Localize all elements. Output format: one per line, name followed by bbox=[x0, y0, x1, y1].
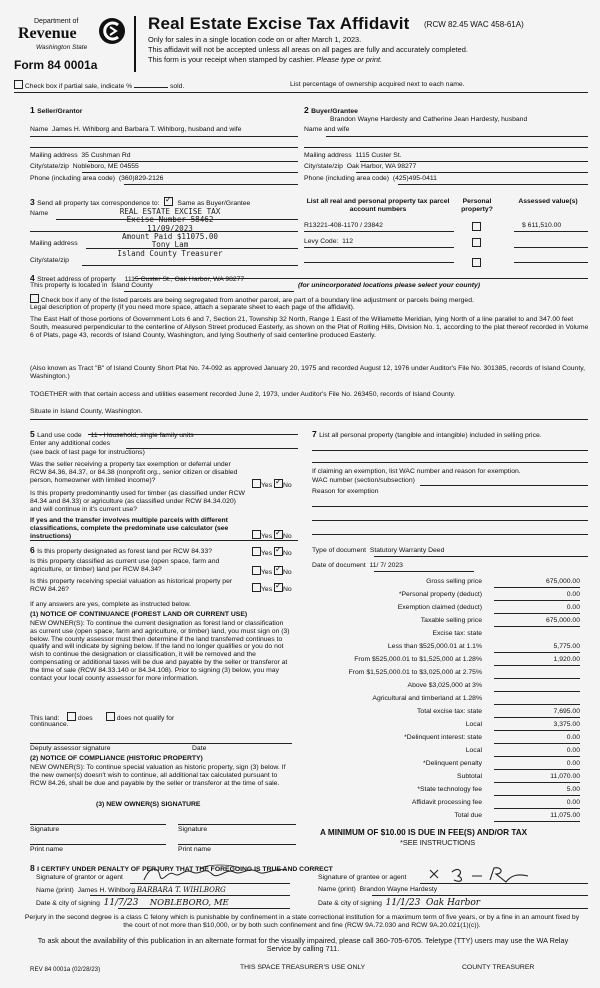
form-title: Real Estate Excise Tax Affidavit bbox=[148, 14, 410, 33]
calc-affidavit-fee bbox=[300, 799, 590, 811]
personal-property-checkbox-2[interactable] bbox=[472, 238, 481, 247]
section-6-number: 6 bbox=[30, 545, 38, 555]
county-treasurer-label: COUNTY TREASURER bbox=[462, 964, 535, 971]
county-rule bbox=[124, 291, 294, 292]
parcel-col3-header: Assessed value(s) bbox=[518, 198, 578, 205]
notice-continuance-title: (1) NOTICE OF CONTINUANCE (FOREST LAND OR CURRENT USE) bbox=[30, 611, 248, 618]
personal-property-checkbox-3[interactable] bbox=[472, 258, 481, 267]
dept-line2: Revenue bbox=[18, 25, 77, 42]
stamp-line2: Excise Number 58462 bbox=[126, 215, 214, 225]
calc-gross-value[interactable]: 675,000.00 bbox=[494, 578, 580, 588]
grantee-date-value[interactable]: 11/1/23 bbox=[385, 898, 421, 908]
calc-tier1-label: Less than $525,000.01 at 1.1% bbox=[387, 643, 482, 650]
current-use-no-checkbox[interactable] bbox=[274, 566, 283, 575]
calc-ag-value[interactable] bbox=[494, 695, 580, 705]
seller-phone-label: Phone (including area code) bbox=[30, 175, 116, 182]
grantor-sig-label: Signature of grantor or agent bbox=[36, 874, 123, 881]
buyer-name-row bbox=[304, 126, 349, 134]
timber-question: Is this property predominantly used for timber (as classified under RCW 84.34 and 84.33) or agriculture (as classified under RCW 84.34.020) and will continue in it's current use? bbox=[30, 490, 245, 513]
grantor-print-rule bbox=[90, 895, 290, 896]
calc-ag bbox=[300, 695, 590, 707]
timber-no-checkbox[interactable] bbox=[274, 530, 283, 539]
property-address-label: Street address of property bbox=[37, 276, 116, 283]
reason-rule2 bbox=[312, 520, 588, 521]
buyer-mailing-label: Mailing address bbox=[304, 152, 352, 159]
calc-total-due-value[interactable]: 11,075.00 bbox=[494, 812, 580, 822]
form-number: Form 84 0001a bbox=[14, 58, 98, 72]
historic-question: Is this property receiving special valuation as historical property per RCW 84.26? bbox=[30, 578, 233, 593]
seller-phone-rule bbox=[124, 184, 298, 185]
buyer-phone-row bbox=[304, 175, 437, 183]
current-use-no-label: No bbox=[282, 569, 292, 576]
header-sub1: Only for sales in a single location code on or after March 1, 2023. bbox=[148, 35, 362, 44]
revision-number: REV 84 0001a (02/28/23) bbox=[30, 966, 101, 973]
levy-label: Levy Code: bbox=[304, 238, 339, 245]
calc-tier1-value[interactable]: 5,775.00 bbox=[494, 643, 580, 653]
calc-exemption bbox=[300, 604, 590, 616]
current-use-yes-checkbox[interactable] bbox=[252, 566, 261, 575]
calc-gross-label: Gross selling price bbox=[426, 578, 482, 585]
deputy-sig-rule bbox=[30, 743, 292, 744]
seller-name-label: Name bbox=[30, 126, 49, 133]
exemption-yes-label: Yes bbox=[261, 482, 273, 489]
timber-yes-checkbox[interactable] bbox=[252, 530, 261, 539]
timber-yes-label: Yes bbox=[261, 533, 273, 540]
grantor-date-rule bbox=[118, 908, 290, 909]
calc-total-state-value[interactable]: 7,695.00 bbox=[494, 708, 580, 718]
seller-mailing-rule bbox=[88, 161, 298, 162]
historic-answer bbox=[252, 583, 292, 594]
seller-mailing-row bbox=[30, 152, 131, 160]
forest-question-text: Is this property designated as forest land per RCW 84.33? bbox=[37, 548, 213, 555]
stamp-line1: REAL ESTATE EXCISE TAX bbox=[119, 207, 221, 216]
calc-tier3 bbox=[300, 669, 590, 681]
buyer-heading-text: Buyer/Grantee bbox=[311, 108, 358, 115]
grantor-print-value-2[interactable]: BARBARA T. WIHLBORG bbox=[136, 886, 226, 894]
stamp-line5: Tony Lam bbox=[151, 240, 189, 250]
stamp-line4: Amount Paid $11075.00 bbox=[121, 232, 218, 242]
seller-name-rule bbox=[30, 136, 298, 137]
section-1-number: 1 bbox=[30, 105, 38, 115]
new-owner-sig-heading: (3) NEW OWNER(S) SIGNATURE bbox=[96, 801, 201, 808]
calc-local bbox=[300, 721, 590, 733]
forest-no-checkbox[interactable] bbox=[274, 547, 283, 556]
seller-name-row bbox=[30, 126, 296, 134]
calc-tier4-value[interactable] bbox=[494, 682, 580, 692]
doc-date-label: Date of document bbox=[312, 562, 366, 569]
parcel-rule-1a bbox=[304, 231, 454, 232]
dept-line1: Department of bbox=[34, 18, 79, 25]
calc-total-state-label: Total excise tax: state bbox=[417, 708, 482, 715]
header-sub2: This affidavit will not be accepted unless all areas on all pages are fully and accurately completed. bbox=[148, 45, 468, 54]
current-use-answer bbox=[252, 566, 292, 577]
forest-answer bbox=[252, 547, 292, 558]
exemption-answer bbox=[252, 479, 292, 490]
levy-code[interactable]: 112 bbox=[342, 238, 354, 245]
grantee-date-row bbox=[318, 898, 480, 908]
calc-exemption-value[interactable]: 0.00 bbox=[494, 604, 580, 614]
calc-tier4 bbox=[300, 682, 590, 694]
calc-local-label: Local bbox=[465, 721, 482, 728]
header-divider bbox=[134, 16, 136, 72]
same-as-buyer-checkbox[interactable] bbox=[164, 197, 173, 206]
doc-type-rule bbox=[374, 556, 588, 557]
deputy-sig-label: Deputy assessor signature bbox=[30, 745, 111, 752]
ownership-note: List percentage of ownership acquired next to each name. bbox=[290, 81, 465, 88]
parcel-col2-header: Personal property? bbox=[461, 198, 493, 213]
calc-affidavit-fee-label: Affidavit processing fee bbox=[411, 799, 482, 806]
section7-heading bbox=[312, 424, 588, 442]
calc-tech-fee-value[interactable]: 5.00 bbox=[494, 786, 580, 796]
deputy-date-label: Date bbox=[192, 745, 207, 752]
property-address-rule bbox=[134, 278, 588, 279]
personal-property-checkbox-1[interactable] bbox=[472, 222, 481, 231]
calc-tier1 bbox=[300, 643, 590, 655]
reason-rule3 bbox=[312, 534, 588, 535]
buyer-mailing-value[interactable]: 1115 Custer St. bbox=[355, 152, 402, 159]
owner-print-rule-2 bbox=[178, 844, 296, 845]
doc-type-row bbox=[312, 547, 444, 555]
buyer-name-rule2 bbox=[304, 147, 588, 148]
county-label: This property is located in bbox=[30, 282, 108, 289]
grantee-print-rule bbox=[372, 895, 588, 896]
doc-date-value[interactable]: 11/ 7/ 2023 bbox=[369, 562, 403, 569]
seller-city-row bbox=[30, 163, 139, 171]
exemption-question: Was the seller receiving a property tax exemption or deferral under RCW 84.36, 84.37, or 84.38 (nonprofit org., senior citizen or disabled person, homeowner with limited income)? bbox=[30, 461, 238, 484]
county-row bbox=[30, 282, 590, 290]
parcel-rule-1b bbox=[514, 231, 588, 232]
calc-delinquent-penalty-label: *Delinquent penalty bbox=[423, 760, 482, 767]
calc-subtotal bbox=[300, 773, 590, 785]
calc-excise-state-label: Excise tax: state bbox=[432, 630, 482, 637]
partial-sale-checkbox[interactable] bbox=[14, 80, 23, 89]
buyer-name-line1[interactable]: Brandon Wayne Hardesty and Catherine Jean Hardesty, husband bbox=[330, 116, 528, 123]
calc-taxable-label: Taxable selling price bbox=[420, 617, 482, 624]
owner-print-rule-1 bbox=[30, 844, 166, 845]
buyer-mailing-rule bbox=[360, 161, 588, 162]
calc-subtotal-label: Subtotal bbox=[457, 773, 482, 780]
calc-affidavit-fee-value[interactable]: 0.00 bbox=[494, 799, 580, 809]
calc-delinquent-state-value[interactable]: 0.00 bbox=[494, 734, 580, 744]
header-sub3 bbox=[148, 56, 382, 65]
form-statute: (RCW 82.45 WAC 458-61A) bbox=[424, 20, 524, 29]
doc-type-label: Type of document bbox=[312, 547, 367, 554]
calc-total-state bbox=[300, 708, 590, 720]
grantee-signature-icon bbox=[424, 864, 534, 884]
stamp-line3: 11/09/2023 bbox=[147, 223, 193, 233]
this-land-label: This land: bbox=[30, 715, 60, 722]
grantor-city-value[interactable]: NOBLEBORO, ME bbox=[149, 898, 229, 908]
owner-sig-rule-2 bbox=[178, 824, 296, 825]
tax-corr-city-label: City/state/zip bbox=[30, 257, 69, 264]
forest-question bbox=[30, 546, 250, 556]
seller-phone-row bbox=[30, 175, 163, 183]
buyer-city-value[interactable]: Oak Harbor, WA 98277 bbox=[346, 163, 417, 170]
calc-delinquent-state bbox=[300, 734, 590, 746]
seller-name-value[interactable]: James H. Wihlborg and Barbara T. Wihlborg, husband and wife bbox=[51, 126, 242, 133]
property-address-value[interactable]: 1115 Custer St., Oak Harbor, WA 98277 bbox=[124, 276, 245, 283]
does-not-checkbox[interactable] bbox=[106, 712, 115, 721]
continuance-label: continuance. bbox=[30, 721, 69, 728]
calc-personal-value[interactable]: 0.00 bbox=[494, 591, 580, 601]
section5-bottom-rule bbox=[30, 540, 298, 541]
land-use-rule bbox=[88, 434, 298, 435]
grantor-date-value[interactable]: 11/7/23 bbox=[103, 898, 139, 908]
dept-line3: Washington State bbox=[36, 44, 88, 51]
buyer-name-line2[interactable]: and wife bbox=[324, 126, 350, 133]
parcel-rule-3b bbox=[514, 262, 588, 263]
owner-sig-rule-1 bbox=[30, 824, 166, 825]
accessibility-notice: To ask about the availability of this publication in an alternate format for the visually impaired, please call 360-705-6705. Teletype (TTY) users may use the WA Relay Service by calling 711. bbox=[37, 936, 569, 954]
grantor-date-label: Date & city of signing bbox=[36, 900, 100, 907]
seller-city-rule bbox=[82, 172, 298, 173]
grantor-sig-rule bbox=[130, 883, 290, 884]
sold-label: sold. bbox=[169, 83, 185, 90]
legal-bottom-rule bbox=[30, 419, 588, 420]
see-instructions: *SEE INSTRUCTIONS bbox=[400, 838, 476, 847]
if-yes-note: If any answers are yes, complete as instructed below. bbox=[30, 601, 191, 608]
forest-no-label: No bbox=[282, 550, 292, 557]
grantee-print-value[interactable]: Brandon Wayne Hardesty bbox=[359, 886, 438, 893]
current-use-question: Is this property classified as current use (open space, farm and agriculture, or timber) land per RCW 84.34? bbox=[30, 558, 220, 573]
does-label: does bbox=[77, 715, 93, 722]
header-bottom-rule bbox=[14, 92, 588, 93]
exemption-no-checkbox[interactable] bbox=[274, 479, 283, 488]
dor-logo bbox=[14, 14, 128, 56]
tax-corr-heading-text: Send all property tax correspondence to: bbox=[37, 200, 160, 207]
county-value[interactable]: Island County bbox=[111, 282, 153, 289]
seller-mailing-label: Mailing address bbox=[30, 152, 78, 159]
doc-date-rule bbox=[374, 571, 474, 572]
buyer-phone-value[interactable]: (425)495-0411 bbox=[392, 175, 437, 182]
certify-heading-text: I CERTIFY UNDER PENALTY OF PERJURY THAT THE FOREGOING IS TRUE AND CORRECT bbox=[37, 866, 333, 873]
wa-logo-icon bbox=[98, 17, 126, 45]
section7-rule2 bbox=[312, 462, 588, 463]
reason-rule1 bbox=[312, 506, 588, 507]
buyer-name-label: Name bbox=[304, 126, 323, 133]
partial-sale-label: Check box if partial sale, indicate % bbox=[24, 83, 133, 90]
current-use-yes-label: Yes bbox=[261, 569, 273, 576]
grantor-sig-row bbox=[36, 874, 123, 882]
notice-compliance-title: (2) NOTICE OF COMPLIANCE (HISTORIC PROPERTY) bbox=[30, 755, 203, 762]
owner-print-label-2: Print name bbox=[178, 846, 211, 853]
seller-city-label: City/state/zip bbox=[30, 163, 69, 170]
grantee-sig-rule bbox=[420, 883, 588, 884]
parcel-row-2 bbox=[304, 238, 588, 246]
calc-tier3-value[interactable] bbox=[494, 669, 580, 679]
header-sub3-text: This form is your receipt when stamped by cashier. bbox=[148, 55, 315, 64]
assessed-value-1[interactable]: $ 611,510.00 bbox=[522, 222, 562, 229]
wac-rule bbox=[420, 485, 588, 486]
treasurer-stamp bbox=[90, 208, 250, 258]
section-4-number: 4 bbox=[30, 273, 38, 283]
forest-yes-label: Yes bbox=[261, 550, 273, 557]
section-8-number: 8 bbox=[30, 863, 38, 873]
reason-label: Reason for exemption bbox=[312, 488, 379, 495]
notice-compliance-text: NEW OWNER(S): To continue special valuation as historic property, sign (3) below. If the new owner(s) doesn't wish to continue, all additional tax calculated pursuant to RCW 84.26, shall be due and payable by the seller or transferor at the time of sale. bbox=[30, 764, 286, 787]
header-sub3-italic: Please type or print. bbox=[316, 55, 383, 64]
tax-corr-mailing-label: Mailing address bbox=[30, 240, 78, 247]
grantee-date-label: Date & city of signing bbox=[318, 900, 382, 907]
buyer-city-label: City/state/zip bbox=[304, 163, 343, 170]
calc-tier2-value[interactable]: 1,920.00 bbox=[494, 656, 580, 666]
land-use-label: Land use code bbox=[37, 432, 82, 439]
parcel-number-1[interactable]: R13221-408-1170 / 23842 bbox=[304, 222, 383, 229]
section-2-number: 2 bbox=[304, 105, 312, 115]
grantee-date-rule bbox=[400, 908, 588, 909]
additional-codes-1: Enter any additional codes bbox=[30, 440, 111, 447]
unincorporated-note: (for unincorporated locations please select your county) bbox=[298, 282, 481, 289]
buyer-name-rule bbox=[326, 136, 588, 137]
parcel-col1-header: List all real and personal property tax parcel account numbers bbox=[306, 198, 450, 213]
calc-tier2 bbox=[300, 656, 590, 668]
section-7-number: 7 bbox=[312, 429, 320, 439]
legal-description-1[interactable]: The East Half of those portions of Government Lots 6 and 7, Section 21, Township 32 North, Range 1 East of the Willamette Meridian, lying North of a line parallel to and 347.00 feet South, measured perpendicular to the centerline of Allyson Street produced Easterly, as shown on the Plat of Rolling Hills, Division No. 1, according to the plat thereof recorded in Volume 6 of Plats, page 43, records of Island County, Washington, and lying Southerly of said centerline produced Easterly. bbox=[30, 316, 589, 339]
legal-heading: Legal description of property (if you need more space, attach a separate sheet to each page of the affidavit). bbox=[30, 304, 355, 311]
calc-local-value[interactable]: 3,375.00 bbox=[494, 721, 580, 731]
calc-personal bbox=[300, 591, 590, 603]
exemption-instruction: If claiming an exemption, list WAC number and reason for exemption. bbox=[312, 468, 521, 475]
buyer-city-rule bbox=[356, 172, 588, 173]
section7-rule1 bbox=[312, 450, 588, 451]
calc-subtotal-value[interactable]: 11,070.00 bbox=[494, 773, 580, 783]
doc-type-value[interactable]: Statutory Warranty Deed bbox=[369, 547, 445, 554]
owner-print-label-1: Print name bbox=[30, 846, 63, 853]
calc-taxable-value[interactable]: 675,000.00 bbox=[494, 617, 580, 627]
tax-corr-city-rule bbox=[82, 265, 298, 266]
legal-description-4[interactable]: Situate in Island County, Washington. bbox=[30, 408, 143, 415]
treasurer-use-note: THIS SPACE TREASURER'S USE ONLY bbox=[240, 964, 366, 971]
exemption-yes-checkbox[interactable] bbox=[252, 479, 261, 488]
additional-codes-2: (see back of last page for instructions) bbox=[30, 449, 145, 456]
section7-heading-text: List all personal property (tangible and intangible) included in selling price. bbox=[319, 432, 542, 439]
grantee-sig-row bbox=[318, 874, 406, 882]
does-not-label: does not qualify for bbox=[116, 715, 175, 722]
partial-sale-percent[interactable] bbox=[134, 87, 168, 88]
calc-local2-value[interactable]: 0.00 bbox=[494, 747, 580, 757]
calc-gross bbox=[300, 578, 590, 590]
calc-tech-fee bbox=[300, 786, 590, 798]
calc-exemption-label: Exemption claimed (deduct) bbox=[397, 604, 482, 611]
section-3-number: 3 bbox=[30, 197, 38, 207]
seller-heading-text: Seller/Grantor bbox=[37, 108, 83, 115]
legal-description-2[interactable]: (Also known as Tract "B" of Island County Short Plat No. 74-092 as approved January 20, 1975 and recorded August 12, 1976 under Auditor's File No. 301385, records of Island County, Washington.) bbox=[30, 365, 585, 380]
perjury-notice: Perjury in the second degree is a class C felony which is punishable by confinement in a state correctional institution for a maximum term of five years, or by a fine in an amount fixed by the court of not more than $10,000, or by both such confinement and fine (RCW 9A.72.030 and RCW 9A.20.021(1)(c)). bbox=[24, 914, 580, 929]
grantee-sig-label: Signature of grantee or agent bbox=[318, 874, 407, 881]
minimum-due-note: A MINIMUM OF $10.00 IS DUE IN FEE(S) AND/OR TAX bbox=[320, 828, 528, 837]
notice-continuance-text: NEW OWNER(S): To continue the current designation as forest land or classification as current use (open space, farm and agriculture, or timber) land, you must sign on (3) below. The county assessor must then determine if the land transferred continues to qualify and will indicate by signing below. If the land no longer qualifies or you do not wish to continue the designation or classification, it will be removed and the compensating or additional taxes will be due and payable by the seller or transferor at the time of sale (RCW 84.33.140 or 84.34.108). Prior to signing (3) below, you may contact your local county assessor for more information. bbox=[30, 620, 290, 682]
historic-yes-checkbox[interactable] bbox=[252, 583, 261, 592]
grantee-print-row bbox=[318, 886, 437, 894]
calc-tech-fee-label: *State technology fee bbox=[417, 786, 482, 793]
parcel-rule-3a bbox=[304, 262, 454, 263]
buyer-city-row bbox=[304, 163, 416, 171]
seller-phone-value[interactable]: (360)829-2126 bbox=[118, 175, 164, 182]
land-use-value[interactable]: 11 - Household, single family units bbox=[90, 432, 194, 439]
calc-delinquent-penalty-value[interactable]: 0.00 bbox=[494, 760, 580, 770]
calc-delinquent-penalty bbox=[300, 760, 590, 772]
timber-question-bold: If yes and the transfer involves multiple parcels with different classifications, complete the predominate use calculator (see instructions) bbox=[30, 517, 229, 540]
calc-total-due bbox=[300, 812, 590, 824]
grantee-print-label: Name (print) bbox=[318, 886, 356, 893]
seller-mailing-value[interactable]: 35 Cushman Rd bbox=[81, 152, 131, 159]
section-5-number: 5 bbox=[30, 429, 38, 439]
calc-total-due-label: Total due bbox=[454, 812, 482, 819]
seller-heading bbox=[30, 100, 82, 118]
calc-tier4-label: Above $3,025,000 at 3% bbox=[407, 682, 482, 689]
calc-taxable bbox=[300, 617, 590, 629]
historic-no-checkbox[interactable] bbox=[274, 583, 283, 592]
forest-yes-checkbox[interactable] bbox=[252, 547, 261, 556]
buyer-phone-label: Phone (including area code) bbox=[304, 175, 390, 182]
timber-no-label: No bbox=[282, 533, 292, 540]
grantor-print-row bbox=[36, 886, 226, 895]
same-as-buyer-label: Same as Buyer/Grantee bbox=[177, 200, 251, 207]
calc-excise-state bbox=[300, 630, 590, 642]
calc-personal-label: *Personal property (deduct) bbox=[398, 591, 482, 598]
segregated-text: Check box if any of the listed parcels are being segregated from another parcel, are part of a boundary line adjustment or parcels being merged. bbox=[40, 297, 474, 304]
buyer-phone-rule bbox=[398, 184, 588, 185]
owner-sig-label-2: Signature bbox=[178, 826, 208, 833]
calc-ag-label: Agricultural and timberland at 1.28% bbox=[372, 695, 482, 702]
doc-date-row bbox=[312, 562, 403, 570]
historic-no-label: No bbox=[282, 586, 292, 593]
parcel-row-3 bbox=[472, 253, 481, 271]
partial-sale-row bbox=[14, 80, 184, 91]
calc-local2 bbox=[300, 747, 590, 759]
exemption-no-label: No bbox=[282, 482, 292, 489]
additional-codes-rule bbox=[126, 448, 298, 449]
legal-description-3[interactable]: TOGETHER with that certain access and utilities easement recorded June 2, 1973, under Auditor's File No. 263450, records of Island County. bbox=[30, 391, 456, 398]
calc-tier2-label: From $525,000.01 to $1,525,000 at 1.28% bbox=[354, 656, 482, 663]
calc-delinquent-state-label: *Delinquent interest: state bbox=[404, 734, 482, 741]
calc-local2-label: Local bbox=[465, 747, 482, 754]
segregated-checkbox[interactable] bbox=[30, 294, 39, 303]
tax-corr-name-label: Name bbox=[30, 210, 49, 217]
buyer-mailing-row bbox=[304, 152, 402, 160]
grantor-print-label: Name (print) bbox=[36, 887, 74, 894]
grantor-print-value[interactable]: James H. Wihlborg bbox=[77, 887, 135, 894]
seller-city-value[interactable]: Nobleboro, ME 04555 bbox=[72, 163, 139, 170]
calc-tier3-label: From $1,525,000.01 to $3,025,000 at 2.75% bbox=[348, 669, 482, 676]
stamp-line6: Island County Treasurer bbox=[117, 248, 223, 258]
parcel-rule-2b bbox=[514, 247, 588, 248]
historic-yes-label: Yes bbox=[261, 586, 273, 593]
owner-sig-label-1: Signature bbox=[30, 826, 60, 833]
does-checkbox[interactable] bbox=[67, 712, 76, 721]
grantee-city-value[interactable]: Oak Harbor bbox=[426, 898, 481, 908]
parcel-rule-2a bbox=[304, 247, 454, 248]
wac-label: WAC number (section/subsection) bbox=[312, 477, 415, 484]
seller-name-rule2 bbox=[30, 147, 298, 148]
